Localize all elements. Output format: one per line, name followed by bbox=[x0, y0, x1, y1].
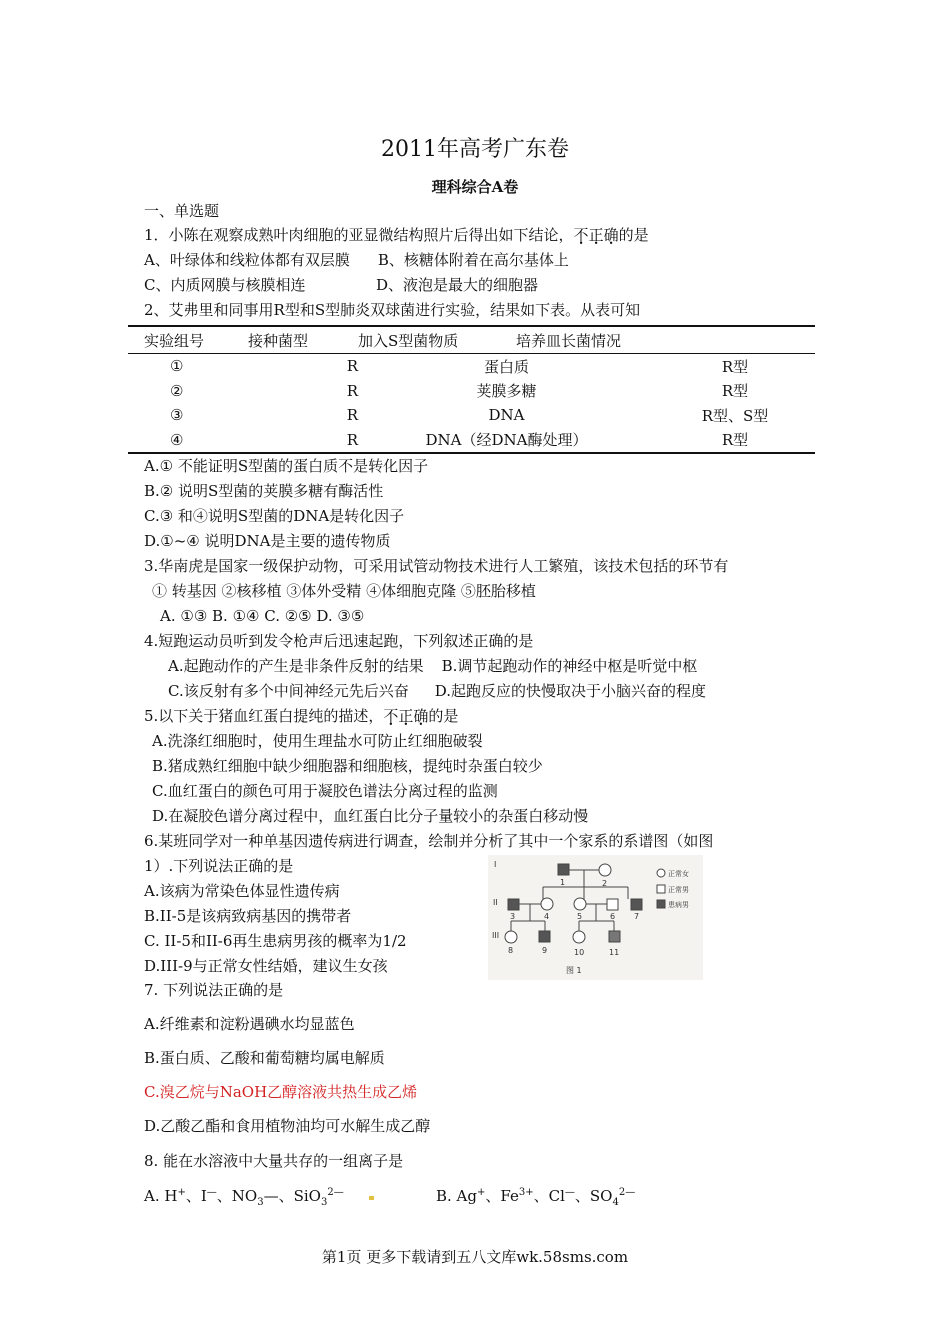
pedigree-number: 6 bbox=[610, 912, 616, 921]
q5-option-a: A.洗涤红细胞时，使用生理盐水可防止红细胞破裂 bbox=[152, 732, 483, 750]
figure-caption: 图 1 bbox=[566, 966, 582, 975]
pedigree-number: 10 bbox=[574, 948, 585, 957]
q4-option-a: A.起跑动作的产生是非条件反射的结果 bbox=[168, 657, 424, 675]
ion-subscript: 3 bbox=[320, 1197, 328, 1208]
ion-text: 、SO bbox=[574, 1187, 613, 1205]
q1-option-a: A、叶绿体和线粒体都有双层膜 bbox=[144, 251, 350, 269]
pedigree-number: 3 bbox=[510, 912, 516, 921]
ion-text: 、Cl bbox=[533, 1187, 565, 1205]
table-cell: ① bbox=[170, 357, 184, 376]
ion-subscript: 3 bbox=[257, 1197, 264, 1208]
q2-option-a: A.① 不能证明S型菌的蛋白质不是转化因子 bbox=[144, 457, 429, 475]
q1-option-d: D、液泡是最大的细胞器 bbox=[376, 276, 539, 294]
table-header-row bbox=[128, 326, 815, 354]
pedigree-normal-female bbox=[574, 898, 586, 910]
pedigree-number: 11 bbox=[609, 948, 620, 957]
q3-items: ① 转基因 ②核移植 ③体外受精 ④体细胞克隆 ⑤胚胎移植 bbox=[152, 582, 536, 600]
table-cell: R bbox=[248, 428, 358, 454]
table-cell: DNA（经DNA酶处理） bbox=[358, 428, 655, 454]
ion-charge: 2— bbox=[327, 1187, 344, 1198]
legend-female-symbol bbox=[657, 869, 665, 877]
legend-label: 正常女 bbox=[668, 870, 689, 878]
page-footer: 第1页 更多下载请到五八文库wk.58sms.com bbox=[321, 1248, 629, 1266]
ion-charge: + bbox=[477, 1187, 486, 1198]
q5-emphasis: 确 bbox=[413, 707, 429, 725]
q1-emphasis: 确 bbox=[603, 226, 619, 244]
q4-options-row1 bbox=[168, 656, 697, 676]
pedigree-number: 2 bbox=[602, 879, 608, 888]
q1-emphasis: 正 bbox=[588, 226, 604, 244]
q7-stem: 7. 下列说法正确的是 bbox=[144, 981, 284, 999]
q1-options-row2 bbox=[144, 275, 538, 295]
table-cell: DNA bbox=[488, 406, 525, 425]
q6-option-a: A.该病为常染色体显性遗传病 bbox=[144, 882, 340, 900]
ion-text: A. H bbox=[144, 1187, 178, 1205]
ion-text: 、SiO bbox=[278, 1187, 321, 1205]
q2-stem: 2、艾弗里和同事用R型和S型肺炎双球菌进行实验，结果如下表。从表可知 bbox=[144, 301, 641, 319]
table-row bbox=[128, 354, 815, 379]
ion-charge: 2— bbox=[618, 1187, 636, 1198]
table-cell: ④ bbox=[128, 428, 248, 454]
legend-affected-symbol bbox=[657, 900, 665, 908]
ion-subscript: 4 bbox=[612, 1197, 619, 1208]
pedigree-number: 5 bbox=[577, 912, 583, 921]
stray-mark bbox=[369, 1196, 374, 1200]
pedigree-number: 9 bbox=[542, 946, 548, 955]
table-cell: ③ bbox=[170, 406, 184, 425]
q5-emphasis: 正 bbox=[398, 707, 414, 725]
q7-option-b: B.蛋白质、乙酸和葡萄糖均属电解质 bbox=[144, 1049, 385, 1067]
legend-label: 正常男 bbox=[668, 886, 689, 894]
table-cell: ② bbox=[170, 381, 184, 400]
table-cell: R bbox=[346, 381, 358, 400]
table-cell: R型、S型 bbox=[701, 406, 769, 425]
pedigree-figure bbox=[488, 855, 703, 980]
pedigree-number: 7 bbox=[634, 912, 640, 921]
q2-option-d: D.①~④ 说明DNA是主要的遗传物质 bbox=[144, 532, 391, 550]
q5-option-d: D.在凝胶色谱分离过程中，血红蛋白比分子量较小的杂蛋白移动慢 bbox=[152, 807, 589, 825]
legend-label: 患病男 bbox=[668, 901, 689, 909]
experiment-table bbox=[128, 325, 815, 454]
ion-charge: — bbox=[263, 1187, 279, 1205]
q7-option-a: A.纤维素和淀粉遇碘水均显蓝色 bbox=[144, 1015, 355, 1033]
pedigree-number: 1 bbox=[560, 878, 566, 887]
q3-stem: 3.华南虎是国家一级保护动物，可采用试管动物技术进行人工繁殖，该技术包括的环节有 bbox=[144, 557, 729, 575]
q6-option-c: C. II-5和II-6再生患病男孩的概率为1/2 bbox=[144, 932, 407, 950]
table-cell: R型 bbox=[721, 382, 749, 401]
pedigree-normal-female bbox=[541, 898, 553, 910]
ion-charge: — bbox=[206, 1187, 217, 1198]
table-cell: R bbox=[346, 357, 358, 376]
q1-stem-text: 1．小陈在观察成熟叶肉细胞的亚显微结构照片后得出如下结论， bbox=[144, 226, 574, 244]
q7-option-d: D.乙酸乙酯和食用植物油均可水解生成乙醇 bbox=[144, 1117, 431, 1135]
table-row bbox=[128, 379, 815, 404]
ion-text: B. Ag bbox=[436, 1187, 477, 1205]
q1-option-c: C、内质网膜与核膜相连 bbox=[144, 276, 306, 294]
pedigree-affected-male bbox=[508, 899, 519, 910]
q5-stem bbox=[144, 706, 458, 726]
q7-option-c-highlighted: C.溴乙烷与NaOH乙醇溶液共热生成乙烯 bbox=[144, 1083, 418, 1101]
pedigree-number: 8 bbox=[508, 946, 514, 955]
table-cell: R bbox=[346, 406, 358, 425]
q2-option-c: C.③ 和④说明S型菌的DNA是转化因子 bbox=[144, 507, 405, 525]
pedigree-number: 4 bbox=[544, 912, 550, 921]
q5-emphasis: 不 bbox=[383, 707, 399, 725]
pedigree-affected-male bbox=[539, 931, 550, 942]
q5-stem-text: 5.以下关于猪血红蛋白提纯的描述， bbox=[144, 707, 384, 725]
table-header: 接种菌型 bbox=[248, 326, 358, 354]
ion-charge: + bbox=[177, 1187, 186, 1198]
table-cell: R型 bbox=[721, 357, 749, 376]
q1-stem bbox=[144, 225, 649, 245]
q6-option-b: B.II-5是该病致病基因的携带者 bbox=[144, 907, 352, 925]
q8-stem: 8. 能在水溶液中大量共存的一组离子是 bbox=[144, 1152, 404, 1170]
pedigree-normal-female bbox=[505, 931, 517, 943]
q8-option-b bbox=[436, 1186, 635, 1209]
table-cell: 荚膜多糖 bbox=[476, 382, 537, 401]
table-header: 培养皿长菌情况 bbox=[516, 326, 655, 354]
q3-options: A. ①③ B. ①④ C. ②⑤ D. ③⑤ bbox=[160, 607, 365, 625]
ion-text: 、Fe bbox=[485, 1187, 519, 1205]
q6-option-d: D.III-9与正常女性结婚，建议生女孩 bbox=[144, 957, 388, 975]
q1-emphasis: 不 bbox=[573, 226, 589, 244]
q6-stem-line1: 6.某班同学对一种单基因遗传病进行调查，绘制并分析了其中一个家系的系谱图（如图 bbox=[144, 832, 714, 850]
pedigree-affected-male bbox=[609, 931, 620, 942]
pedigree-normal-female bbox=[573, 931, 585, 943]
q1-option-b: B、核糖体附着在高尔基体上 bbox=[377, 251, 569, 269]
pedigree-affected-male bbox=[631, 899, 642, 910]
ion-text: 、I bbox=[185, 1187, 207, 1205]
ion-text: 、NO bbox=[216, 1187, 258, 1205]
q2-option-b: B.② 说明S型菌的荚膜多糖有酶活性 bbox=[144, 482, 384, 500]
q6-stem-line2: 1）.下列说法正确的是 bbox=[144, 857, 294, 875]
table-cell: R型 bbox=[655, 428, 815, 454]
section-heading: 一、单选题 bbox=[144, 202, 220, 220]
q8-option-a bbox=[144, 1186, 344, 1209]
ion-charge: 3+ bbox=[518, 1187, 534, 1198]
table-header: 加入S型菌物质 bbox=[358, 326, 516, 354]
pedigree-normal-male bbox=[607, 899, 618, 910]
pedigree-normal-female bbox=[599, 864, 611, 876]
table-header: 实验组号 bbox=[128, 326, 248, 354]
q5-option-b: B.猪成熟红细胞中缺少细胞器和细胞核，提纯时杂蛋白较少 bbox=[152, 757, 543, 775]
table-row bbox=[128, 428, 815, 454]
gen-label: II bbox=[493, 898, 498, 907]
q4-option-c: C.该反射有多个中间神经元先后兴奋 bbox=[168, 682, 409, 700]
pedigree-affected-male bbox=[558, 864, 569, 875]
q5-option-c: C.血红蛋白的颜色可用于凝胶色谱法分离过程的监测 bbox=[152, 782, 498, 800]
q4-option-d: D.起跑反应的快慢取决于小脑兴奋的程度 bbox=[434, 682, 706, 700]
pedigree-chart bbox=[488, 855, 703, 980]
page-subtitle: 理科综合A卷 bbox=[431, 178, 519, 196]
legend-male-symbol bbox=[657, 885, 665, 893]
q4-option-b: B.调节起跑动作的神经中枢是听觉中枢 bbox=[441, 657, 698, 675]
gen-label: III bbox=[492, 931, 500, 940]
table-cell: 蛋白质 bbox=[483, 357, 529, 376]
page-title: 2011年高考广东卷 bbox=[381, 137, 569, 162]
table-row bbox=[128, 403, 815, 428]
q4-options-row2 bbox=[168, 681, 706, 701]
gen-label: I bbox=[494, 860, 497, 869]
q1-stem-end: 的是 bbox=[618, 226, 649, 244]
q4-stem: 4.短跑运动员听到发令枪声后迅速起跑，下列叙述正确的是 bbox=[144, 632, 534, 650]
ion-charge: — bbox=[564, 1187, 575, 1198]
q1-options-row1 bbox=[144, 250, 569, 270]
q5-stem-end: 的是 bbox=[428, 707, 459, 725]
